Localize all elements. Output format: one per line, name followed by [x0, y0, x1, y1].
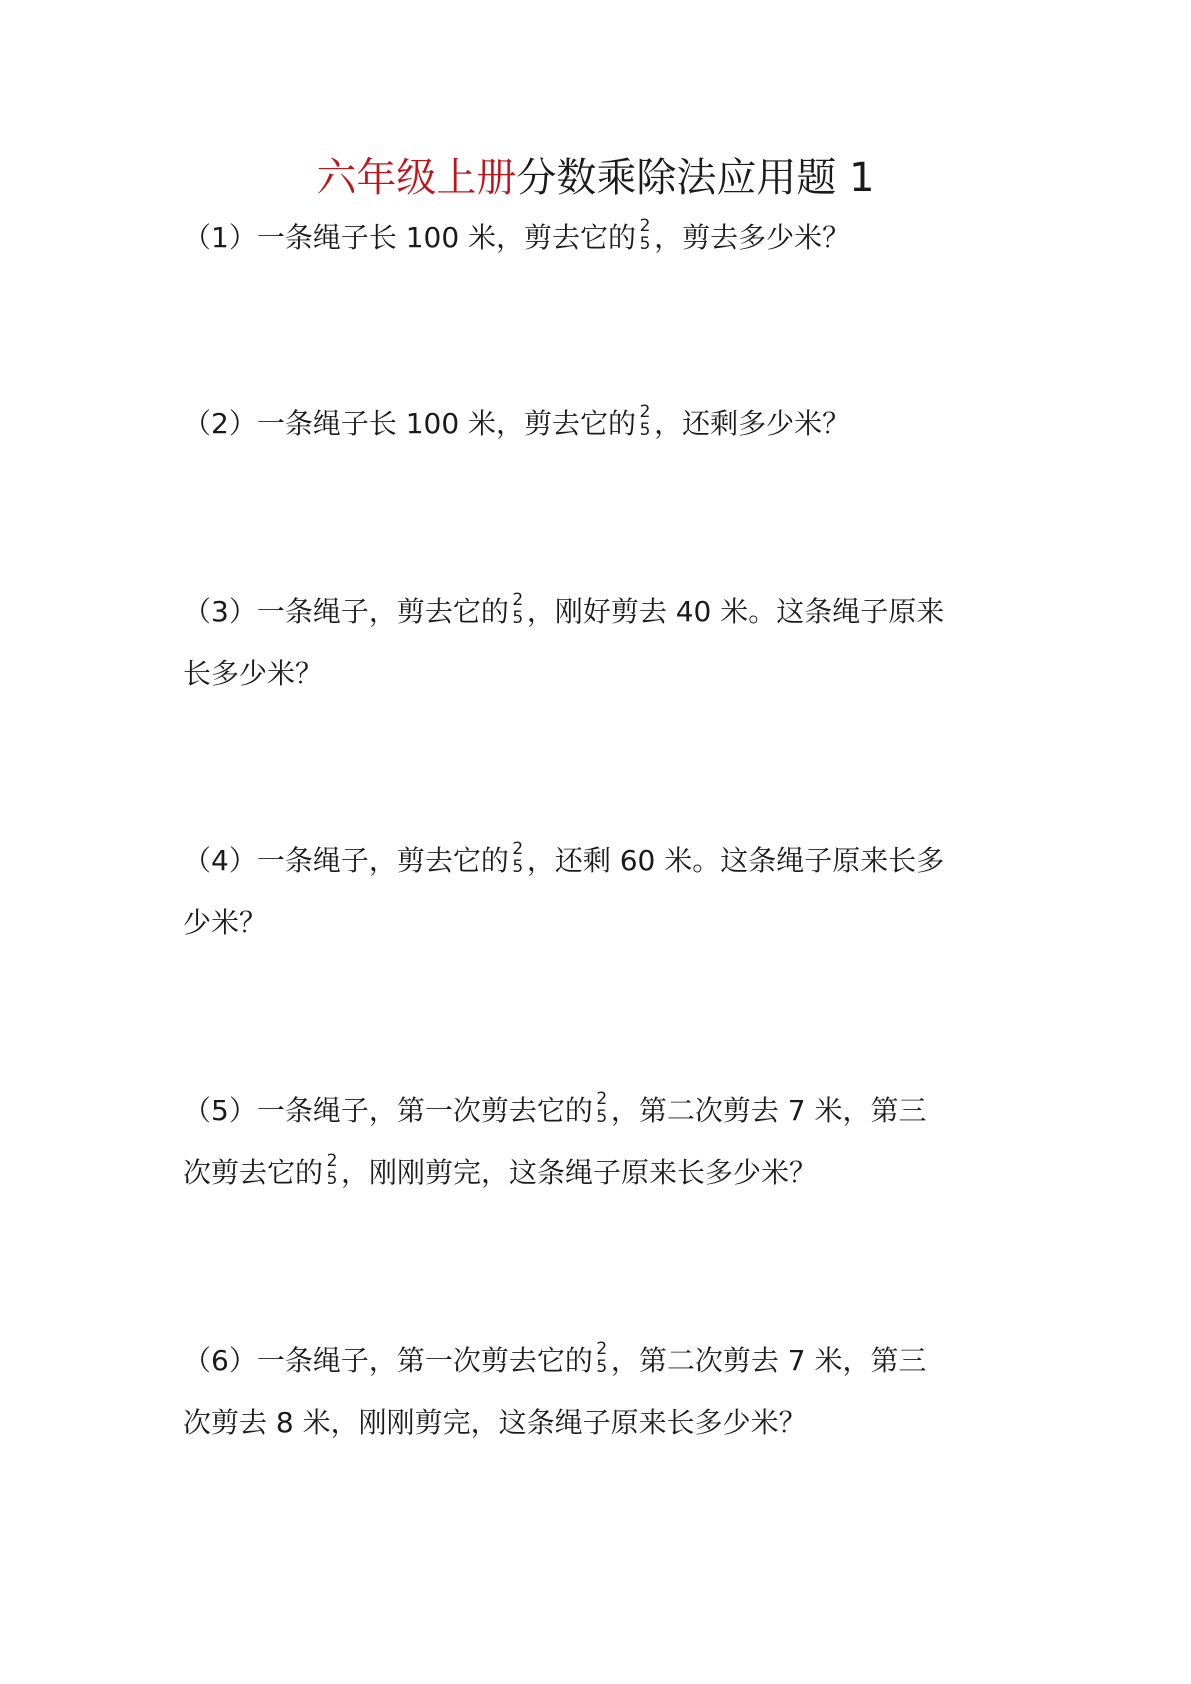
- fraction-numerator: 2: [596, 1339, 608, 1359]
- problem-line: [183, 207, 1023, 269]
- fraction: [511, 591, 525, 627]
- problem-text: （5）一条绳子，第一次剪去它的: [183, 1094, 593, 1127]
- fraction-denominator: 5: [596, 1357, 608, 1377]
- problem-3: [183, 581, 1023, 705]
- problem-text: （1）一条绳子长 100 米，剪去它的: [183, 221, 637, 254]
- problem-text: （3）一条绳子，剪去它的: [183, 595, 509, 628]
- fraction-denominator: 5: [512, 608, 524, 628]
- fraction: [595, 1090, 609, 1126]
- problem-line: 次剪去 8 米，刚刚剪完，这条绳子原来长多少米？: [183, 1406, 807, 1439]
- fraction-denominator: 5: [596, 1107, 608, 1127]
- problem-text: ，还剩 60 米。这条绳子原来长多: [526, 844, 945, 877]
- problem-2: [183, 393, 1023, 455]
- problem-line: [183, 1142, 1023, 1204]
- problem-text: ，刚好剪去 40 米。这条绳子原来: [526, 595, 945, 628]
- problem-text: ，刚刚剪完，这条绳子原来长多少米？: [341, 1156, 818, 1189]
- problem-line: 长多少米？: [183, 657, 324, 690]
- problem-text: 次剪去它的: [183, 1156, 324, 1189]
- problem-text: ，第二次剪去 7 米，第三: [610, 1344, 927, 1377]
- fraction-denominator: 5: [639, 234, 651, 254]
- fraction: [595, 1340, 609, 1376]
- problem-5: [183, 1080, 1023, 1204]
- problem-1: [183, 207, 1023, 269]
- problem-6: [183, 1330, 1023, 1454]
- problem-text: ，第二次剪去 7 米，第三: [610, 1094, 927, 1127]
- fraction-numerator: 2: [512, 590, 524, 610]
- problem-line: [183, 1080, 1023, 1142]
- problem-line: [183, 1330, 1023, 1392]
- fraction-denominator: 5: [326, 1169, 338, 1189]
- fraction-numerator: 2: [326, 1151, 338, 1171]
- fraction: [638, 403, 652, 439]
- problem-text: （4）一条绳子，剪去它的: [183, 844, 509, 877]
- fraction: [638, 217, 652, 253]
- problem-4: [183, 830, 1023, 954]
- page-title: [0, 150, 1191, 206]
- fraction-denominator: 5: [512, 857, 524, 877]
- problem-line: [183, 581, 1023, 643]
- fraction: [511, 840, 525, 876]
- fraction-numerator: 2: [639, 402, 651, 422]
- problem-line: [183, 393, 1023, 455]
- problem-line: [183, 830, 1023, 892]
- problem-text: ，剪去多少米？: [654, 221, 851, 254]
- fraction: [325, 1152, 339, 1188]
- problem-text: ，还剩多少米？: [654, 407, 851, 440]
- title-topic-part: 分数乘除法应用题 1: [516, 155, 875, 201]
- problem-text: （6）一条绳子，第一次剪去它的: [183, 1344, 593, 1377]
- fraction-denominator: 5: [639, 420, 651, 440]
- problem-text: （2）一条绳子长 100 米，剪去它的: [183, 407, 637, 440]
- title-grade-part: 六年级上册: [316, 155, 517, 201]
- fraction-numerator: 2: [639, 216, 651, 236]
- fraction-numerator: 2: [512, 839, 524, 859]
- problem-line: 少米？: [183, 906, 268, 939]
- fraction-numerator: 2: [596, 1089, 608, 1109]
